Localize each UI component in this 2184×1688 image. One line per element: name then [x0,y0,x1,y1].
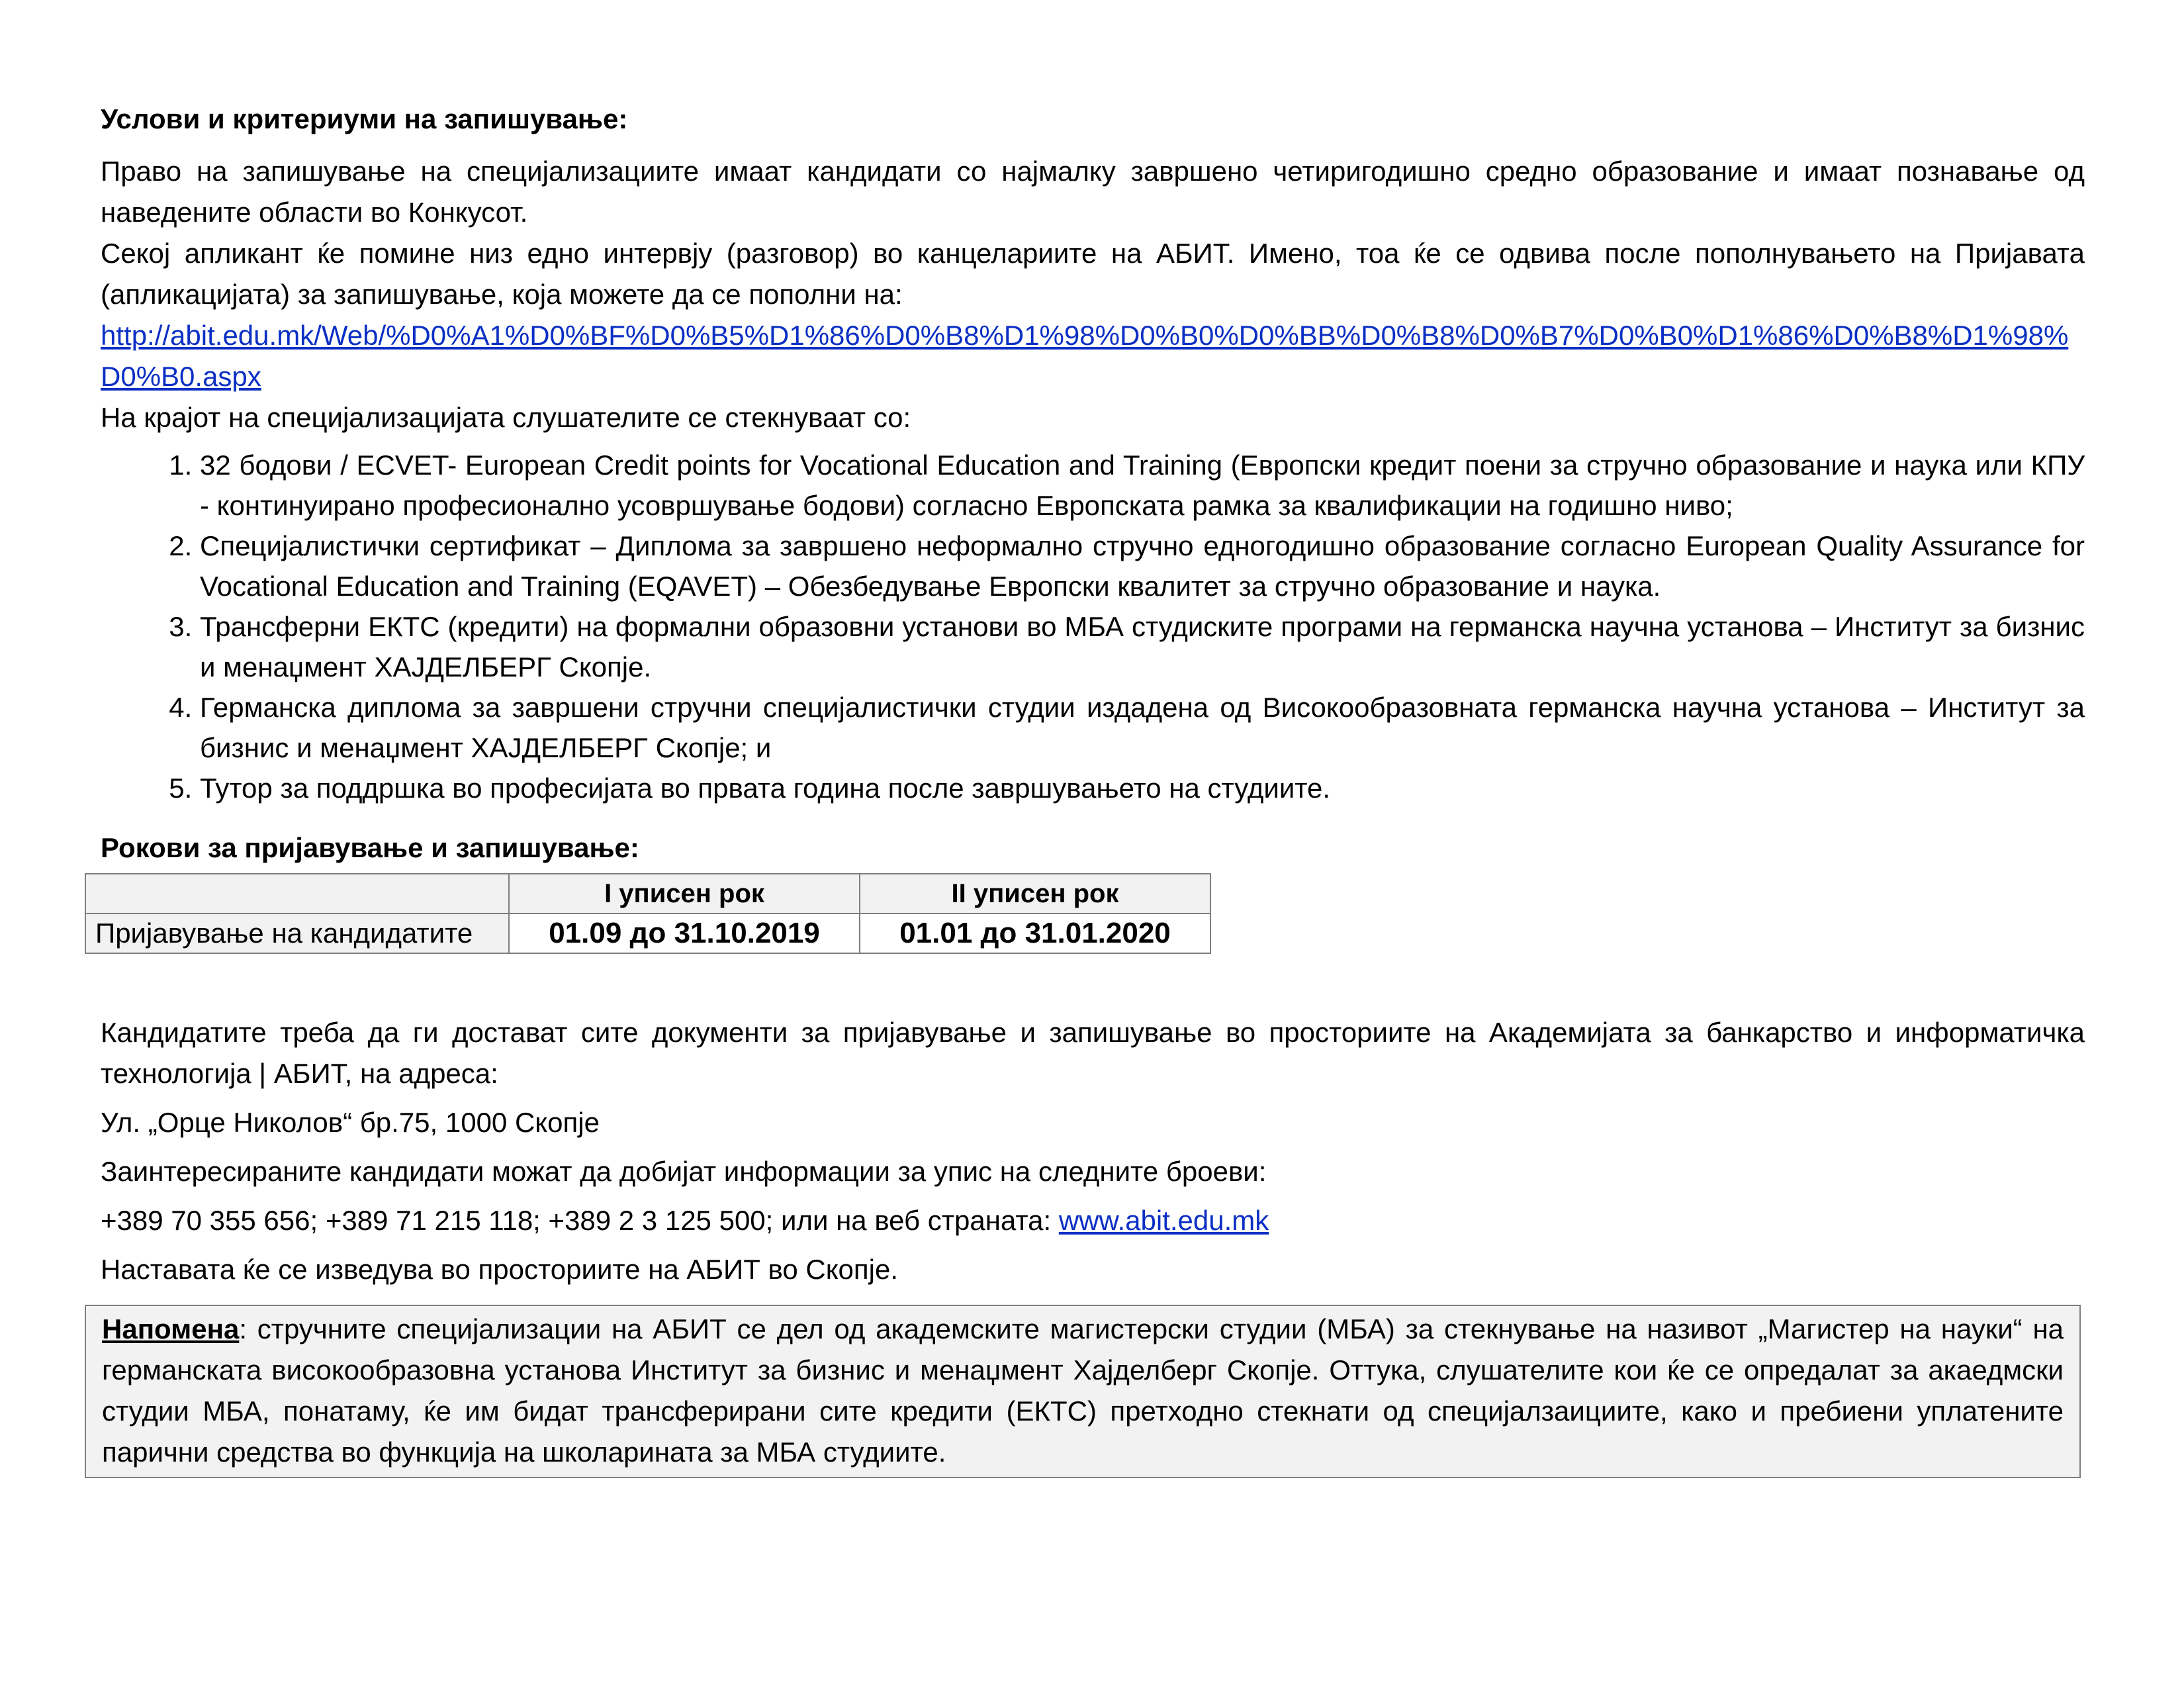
first-term-header: I уписен рок [509,874,860,914]
eligibility-paragraph: Право на запишување на специјализациите имаат кандидати со најмалку завршено четиригодишно средно образование и имаат познавање од наведените области во Конкусот. [101,156,2085,228]
website-link[interactable]: www.abit.edu.mk [1058,1205,1269,1236]
deadlines-heading: Рокови за пријавување и запишување: [101,832,639,863]
document-page [95,99,2085,1478]
vertical-spacer [101,954,2085,1012]
second-term-dates: 01.01 до 31.01.2020 [860,914,1210,953]
empty-header-cell [85,874,509,914]
interview-paragraph: Секој апликант ќе помине низ едно интервју (разговор) во канцелариите на АБИТ. Имено, тоа ќе се одвива после пополнувањето на Пријавата (апликацијата) за запишување, која можете да се пополни на: [101,238,2085,310]
outcomes-intro: На крајот на специјализацијата слушателите се стекнуваат со: [101,402,911,433]
deadlines-data-row [85,914,1210,953]
applications-row-label: Пријавување на кандидатите [85,914,509,953]
benefit-item-3: 3. Трансферни ЕКТС (кредити) на формални образовни установи во МБА студиските програми на германска научна установа – Институт за бизнис и менаџмент ХАЈДЕЛБЕРГ Скопје. [200,606,2085,687]
info-line: Заинтересираните кандидати можат да добијат информации за упис на следните броеви: [101,1156,1267,1187]
benefit-item-4: 4. Германска диплома за завршени стручни специјалистички студии издадена од Високообразовната германска научна установа – Институт за бизнис и менаџмент ХАЈДЕЛБЕРГ Скопје; и [200,687,2085,768]
enrollment-conditions-heading: Услови и критериуми на запишување: [101,103,628,134]
deadlines-table [85,873,1211,954]
first-term-dates: 01.09 до 31.10.2019 [509,914,860,953]
benefit-item-2: 2. Специјалистички сертификат – Диплома за завршено неформално стручно едногодишно образование согласно European Quality Assurance for Vocational Education and Training (EQAVET) – Обезбедување Европски квалитет за стручно образование и наука. [200,526,2085,606]
note-text: : стручните специјализации на АБИТ се дел од академските магистерски студии (МБА) за стекнување на називот „Магистер на науки“ на германската високообразовна установа Институт за бизнис и менаџмент Хајделберг Скопје. Оттука, слушателите кои ќе се опредалат за акаедмски студии МБА, понатаму, ќе им бидат трансферирани сите кредити (ЕКТС) претходно стекнати од специјалзаициите, како и пребиени уплатените парични средства во функција на школарината за МБА студиите. [102,1313,2064,1468]
benefit-item-1: 1. 32 бодови / ECVET- European Credit points for Vocational Education and Training (Европски кредит поени за стручно образование и наука или КПУ - континуирано професионално усовршување бодови) согласно Европската рамка за квалификации на годишно ниво; [200,445,2085,526]
second-term-header: II уписен рок [860,874,1210,914]
contact-line [101,1200,2085,1241]
application-form-link[interactable]: http://abit.edu.mk/Web/%D0%A1%D0%BF%D0%B5%D1%86%D0%B8%D1%98%D0%B0%D0%BB%D0%B8%D0%B7%D0%B0%D1%86%D0%B8%D1%98%D0%B0.aspx [101,320,2069,392]
note-label: Напомена [102,1313,240,1344]
note-box [85,1305,2081,1478]
address-line: Ул. „Орце Николов“ бр.75, 1000 Скопје [101,1107,600,1138]
application-url-line [101,315,2085,397]
benefit-item-5: 5. Тутор за поддршка во професијата во првата година после завршувањето на студиите. [200,768,2085,808]
benefits-list [101,445,2085,808]
phone-numbers: +389 70 355 656; +389 71 215 118; +389 2 3 125 500; или на веб страната: [101,1205,1059,1236]
deadlines-header-row [85,874,1210,914]
documents-paragraph: Кандидатите треба да ги достават сите документи за пријавување и запишување во просториите на Академијата за банкарство и информатичка технологија | АБИТ, на адреса: [101,1017,2085,1089]
teaching-location-line: Наставата ќе се изведува во просториите на АБИТ во Скопје. [101,1254,899,1285]
